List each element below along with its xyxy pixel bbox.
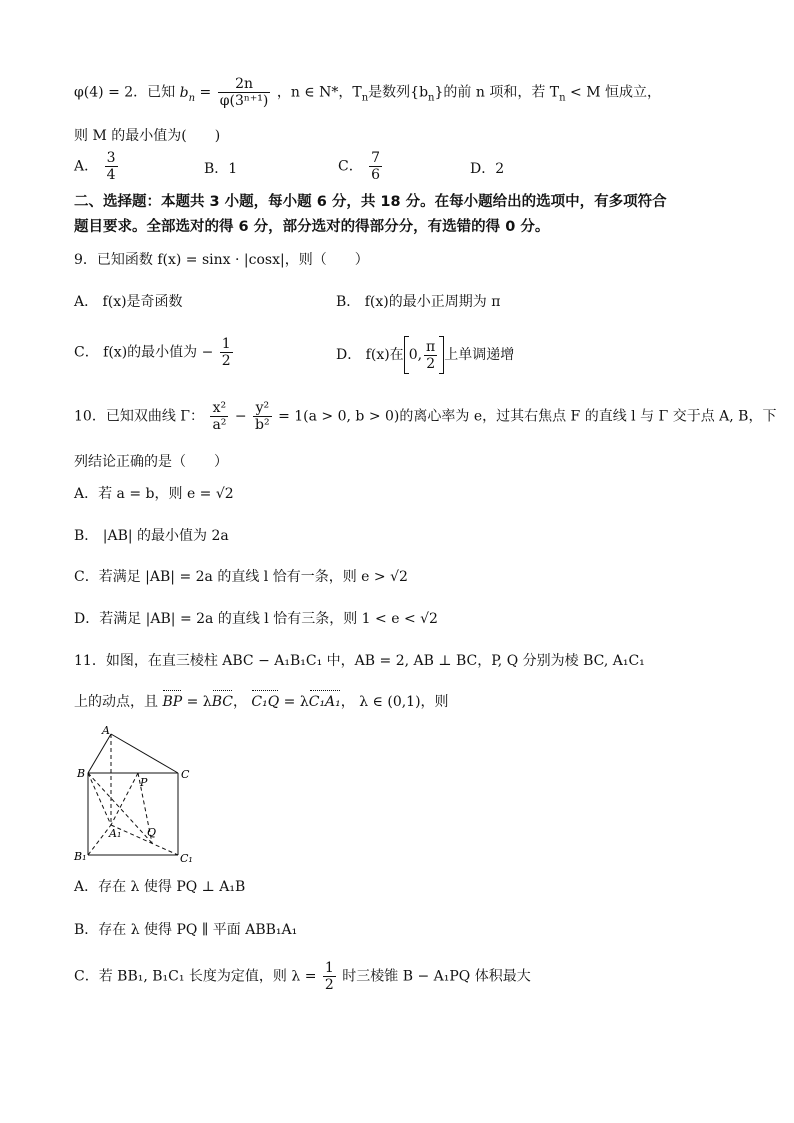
label-c1: C₁ <box>180 852 193 865</box>
q10-stem-line2: 列结论正确的是（ ） <box>74 454 228 470</box>
edge-ab <box>88 734 111 773</box>
q8-option-a: A． $\frac{3}{4}$ <box>74 150 116 183</box>
q8-option-d: D．2 <box>470 161 505 177</box>
vector-c1q: C₁Q <box>251 694 280 710</box>
q8-text-d: }的前 n 项和，若 T <box>434 84 560 101</box>
q8-text-c: 是数列{b <box>368 84 429 101</box>
q10-option-a: A．若 a = b，则 e = √2 <box>74 486 234 502</box>
q11-stem-line2: 上的动点，且 BP = λBC， C₁Q = λC₁A₁， λ ∈ (0,1)，则 <box>74 694 449 710</box>
q8-text-b: ，n ∈ N*，T <box>276 84 362 101</box>
label-a: A <box>102 724 110 737</box>
vector-bc: BC <box>211 694 233 710</box>
q10-option-b: B． |AB| 的最小值为 2a <box>74 528 229 544</box>
label-b: B <box>77 767 86 780</box>
q11-option-a: A．存在 λ 使得 PQ ⊥ A₁B <box>74 879 246 895</box>
q9-option-a: A． f(x)是奇函数 <box>74 294 183 310</box>
q9-option-b: B． f(x)的最小正周期为 π <box>336 294 501 310</box>
vector-bp: BP <box>162 694 183 710</box>
section2-heading-line2: 题目要求。全部选对的得 6 分，部分选对的得部分分，有选错的得 0 分。 <box>74 219 550 235</box>
q8-text-a: φ(4) = 2．已知 <box>74 84 176 101</box>
vector-c1a1: C₁A₁ <box>308 694 341 710</box>
q10-option-c: C．若满足 |AB| = 2a 的直线 l 恰有一条，则 e > √2 <box>74 569 408 585</box>
q8-tail-line1: φ(4) = 2．已知 $b_n$ = $\frac{2n}{\text{φ(3ⁿ⁺¹)}}$ ，n ∈ N*，$T_n$是数列$\{b_n\}$的前 n 项和，若 $T_n < M$ 恒成立， <box>74 76 661 109</box>
segment-pa1 <box>111 773 138 825</box>
label-q: Q <box>147 826 157 839</box>
bn-fraction: $\frac{2n}{\text{φ(3ⁿ⁺¹)}}$ <box>219 76 269 109</box>
q11-stem-line1: 11．如图，在直三棱柱 ABC − A₁B₁C₁ 中，AB = 2, AB ⊥ BC，P, Q 分别为棱 BC, A₁C₁ <box>74 653 645 669</box>
section2-heading-line1: 二、选择题：本题共 3 小题，每小题 6 分，共 18 分。在每小题给出的选项中，有多项符合 <box>74 194 667 210</box>
edge-ac <box>111 734 178 773</box>
q10-option-d: D．若满足 |AB| = 2a 的直线 l 恰有三条，则 1 < e < √2 <box>74 611 438 627</box>
prism-figure <box>70 722 210 870</box>
label-a1: A₁ <box>109 827 122 840</box>
q11-option-b: B．存在 λ 使得 PQ ∥ 平面 ABB₁A₁ <box>74 922 298 938</box>
q9-stem: 9．已知函数 f(x) = sinx · |cosx|，则（ ） <box>74 252 369 268</box>
q8-option-b: B．1 <box>204 161 238 177</box>
label-b1: B₁ <box>74 850 87 863</box>
label-c: C <box>181 768 190 781</box>
edge-ba1 <box>88 773 111 825</box>
label-p: P <box>140 776 148 789</box>
bn-symbol: $b_n$ <box>179 84 196 104</box>
q9-option-c: C． f(x)的最小值为 − $\frac{1}{2}$ <box>74 336 231 369</box>
q8-option-c: C． $\frac{7}{6}$ <box>338 150 381 183</box>
q8-text-e: < M 恒成立， <box>565 84 661 101</box>
q11-option-c: C．若 BB₁, B₁C₁ 长度为定值，则 λ = $\frac{1}{2}$ 时三棱锥 B − A₁PQ 体积最大 <box>74 960 531 993</box>
q8-tail-line2: 则 M 的最小值为( ) <box>74 128 221 144</box>
q9-option-d: D． f(x)在 0, $\frac{\pi}{2}$ 上单调递增 <box>336 336 514 374</box>
edge-b1a1 <box>88 825 111 855</box>
q10-stem-line1: 10．已知双曲线 Γ： $\frac{\text{x²}}{\text{a²}}$ − $\frac{\text{y²}}{\text{b²}}$ = 1(a > 0, b > 0)的离心率为 e，过其右焦点 F 的直线 l 与 Γ 交于点 A, B，下 <box>74 400 777 433</box>
